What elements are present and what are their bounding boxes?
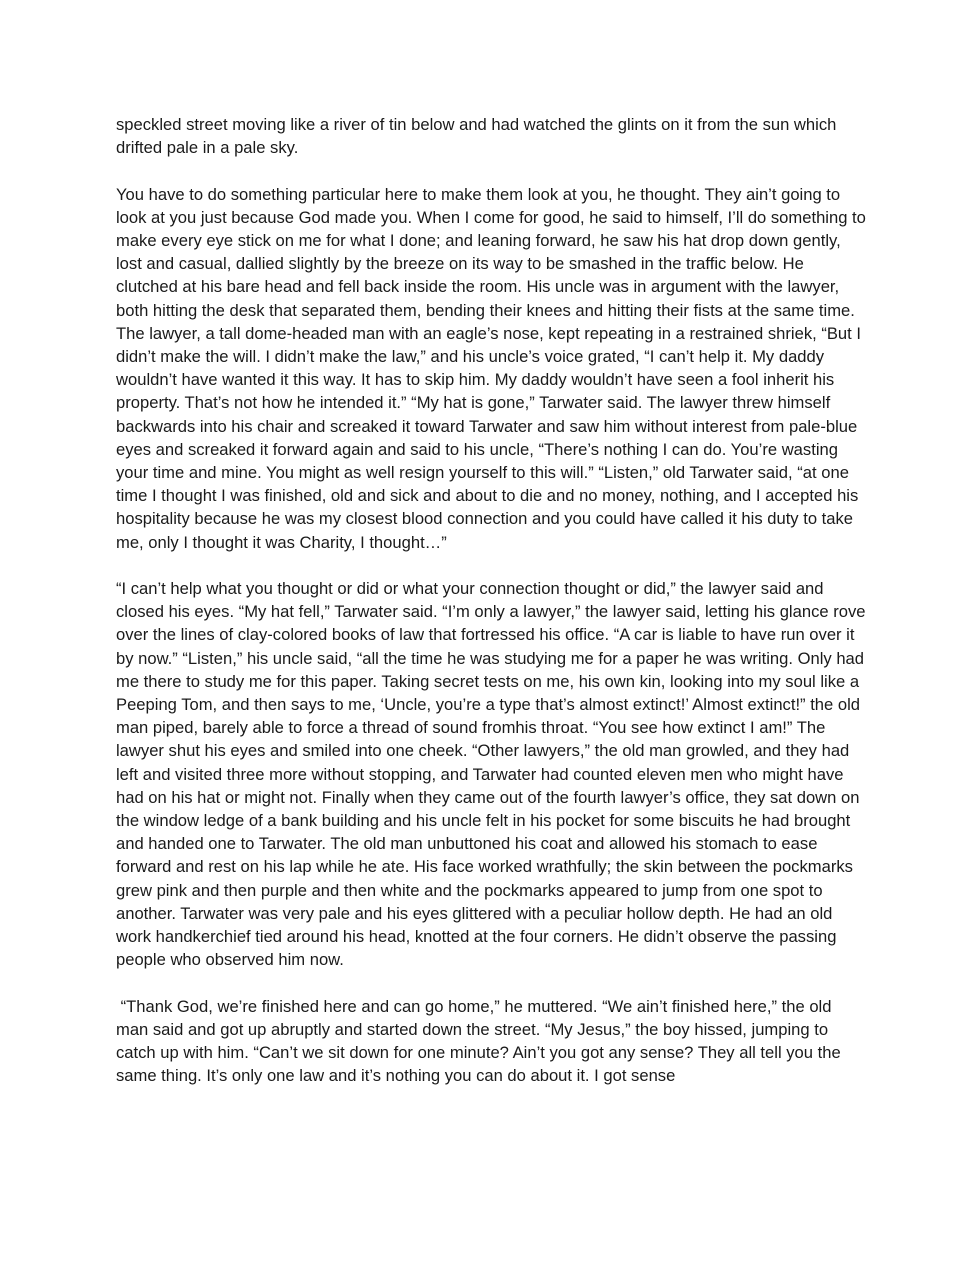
document-body [116,113,871,1087]
paragraph: “I can’t help what you thought or did or what your connection thought or did,” the lawyer said and closed his eyes. “My hat fell,” Tarwater said. “I’m only a lawyer,” the lawyer said, letting his glance rove over the lines of clay-colored books of law that fortressed his office. “A car is liable to have run over it by now.” “Listen,” his uncle said, “all the time he was studying me for a paper he was writing. Only had me there to study me for this paper. Taking secret tests on me, his own kin, looking into my soul like a Peeping Tom, and then says to me, ‘Uncle, you’re a type that’s almost extinct!’ Almost extinct!” the old man piped, barely able to force a thread of sound fromhis throat. “You see how extinct I am!” The lawyer shut his eyes and smiled into one cheek. “Other lawyers,” the old man growled, and they had left and visited three more without stopping, and Tarwater had counted eleven men who might have had on his hat or might not. Finally when they came out of the fourth lawyer’s office, they sat down on the window ledge of a bank building and his uncle felt in his pocket for some biscuits he had brought and handed one to Tarwater. The old man unbuttoned his coat and allowed his stomach to ease forward and rest on his lap while he ate. His face worked wrathfully; the skin between the pockmarks grew pink and then purple and then white and the pockmarks appeared to jump from one spot to another. Tarwater was very pale and his eyes glittered with a peculiar hollow depth. He had an old work handkerchief tied around his head, knotted at the four corners. He didn’t observe the passing people who observed him now. [116,579,871,970]
paragraph: “Thank God, we’re finished here and can go home,” he muttered. “We ain’t finished here,” the old man said and got up abruptly and started down the street. “My Jesus,” the boy hissed, jumping to catch up with him. “Can’t we sit down for one minute? Ain’t you got any sense? They all tell you the same thing. It’s only one law and it’s nothing you can do about it. I got sense [116,996,846,1086]
paragraph: speckled street moving like a river of tin below and had watched the glints on it from the sun which drifted pale in a pale sky. [116,115,841,158]
paragraph: You have to do something particular here to make them look at you, he thought. They ain’t going to look at you just because God made you. When I come for good, he said to himself, I’ll do something to make every eye stick on me for what I done; and leaning forward, he saw his hat drop down gently, lost and casual, dallied slightly by the breeze on its way to be smashed in the traffic below. He clutched at his bare head and fell back inside the room. His uncle was in argument with the lawyer, both hitting the desk that separated them, bending their knees and hitting their fists at the same time. The lawyer, a tall dome-headed man with an eagle’s nose, kept repeating in a restrained shriek, “But I didn’t make the will. I didn’t make the law,” and his uncle’s voice grated, “I can’t help it. My daddy wouldn’t have wanted it this way. It has to skip him. My daddy wouldn’t have seen a fool inherit his property. That’s not how he intended it.” “My hat is gone,” Tarwater said. The lawyer threw himself backwards into his chair and screaked it toward Tarwater and saw him without interest from pale-blue eyes and screaked it forward again and said to his uncle, “There’s nothing I can do. You’re wasting your time and mine. You might as well resign yourself to this will.” “Listen,” old Tarwater said, “at one time I thought I was finished, old and sick and about to die and no money, nothing, and I accepted his hospitality because he was my closest blood connection and you could have called it his duty to take me, only I thought it was Charity, I thought…” [116,184,871,552]
